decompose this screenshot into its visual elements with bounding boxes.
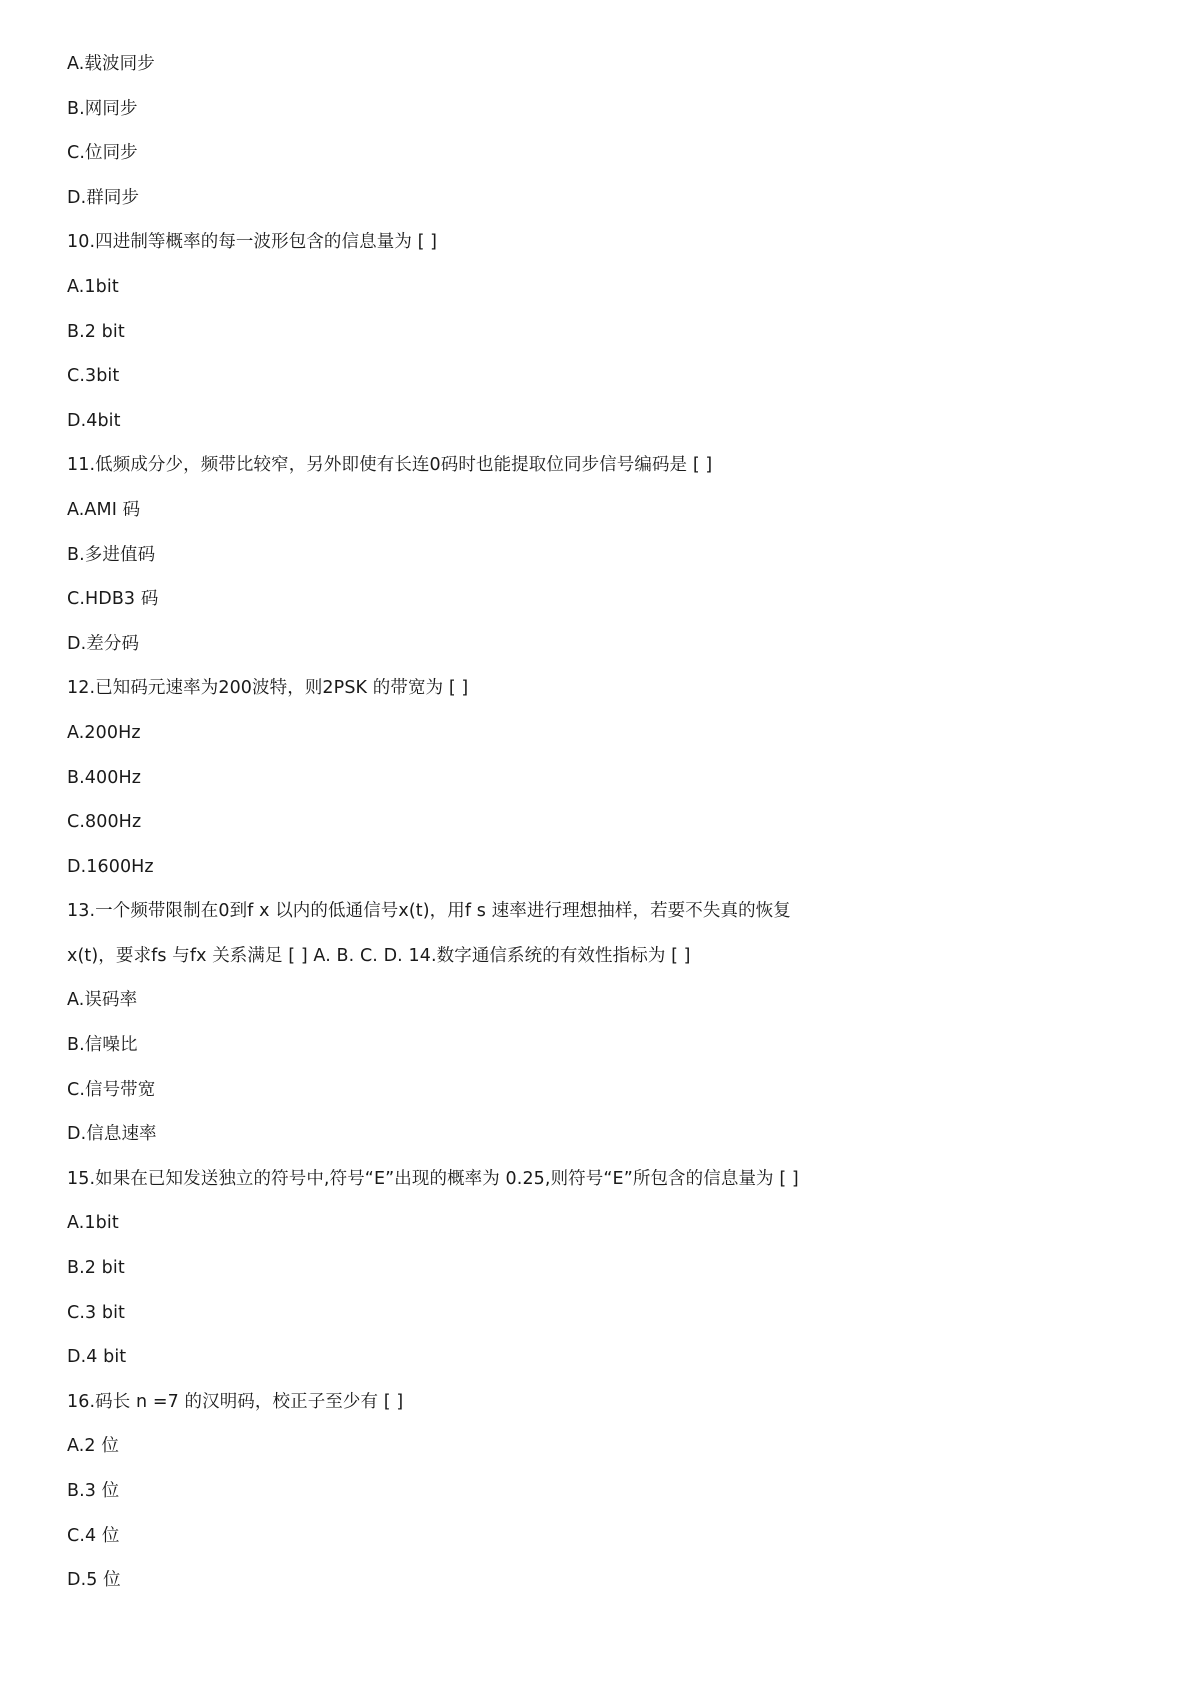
question-10-option-c: C.3bit	[67, 366, 120, 387]
question-16: 16.码长 n =7 的汉明码，校正子至少有 [ ]	[67, 1391, 404, 1412]
question-12-option-c: C.800Hz	[67, 812, 142, 833]
question-13-line-2-and-question-14: x(t)，要求fs 与fx 关系满足 [ ] A. B. C. D. 14.数字通信系统的有效性指标为 [ ]	[67, 945, 691, 966]
question-11: 11.低频成分少，频带比较窄，另外即使有长连0码时也能提取位同步信号编码是 [ ]	[67, 455, 713, 476]
option-b-network-sync: B.网同步	[67, 98, 138, 119]
question-15: 15.如果在已知发送独立的符号中,符号“E”出现的概率为 0.25,则符号“E”所包含的信息量为 [ ]	[67, 1168, 799, 1189]
question-15-option-c: C.3 bit	[67, 1302, 126, 1323]
question-12-option-d: D.1600Hz	[67, 856, 154, 877]
option-a-carrier-sync: A.载波同步	[67, 54, 155, 74]
question-10-option-d: D.4bit	[67, 410, 121, 431]
question-13-line-1: 13.一个频带限制在0到f x 以内的低通信号x(t)，用f s 速率进行理想抽样，若要不失真的恢复	[67, 901, 791, 922]
question-11-option-c: C.HDB3 码	[67, 589, 159, 610]
question-14-option-c: C.信号带宽	[67, 1079, 156, 1100]
question-14-option-b: B.信噪比	[67, 1035, 138, 1056]
question-11-option-d: D.差分码	[67, 633, 140, 654]
question-12-option-b: B.400Hz	[67, 767, 142, 788]
question-15-option-b: B.2 bit	[67, 1258, 125, 1279]
question-15-option-d: D.4 bit	[67, 1347, 127, 1368]
question-12: 12.已知码元速率为200波特，则2PSK 的带宽为 [ ]	[67, 678, 469, 699]
question-10: 10.四进制等概率的每一波形包含的信息量为 [ ]	[67, 232, 438, 253]
option-c-bit-sync: C.位同步	[67, 143, 138, 164]
question-11-option-b: B.多进值码	[67, 544, 156, 565]
question-11-option-a: A.AMI 码	[67, 499, 141, 520]
question-10-option-a: A.1bit	[67, 276, 119, 297]
question-10-option-b: B.2 bit	[67, 321, 125, 342]
question-16-option-c: C.4 位	[67, 1525, 120, 1546]
question-14-option-d: D.信息速率	[67, 1124, 157, 1145]
question-12-option-a: A.200Hz	[67, 722, 141, 743]
question-15-option-a: A.1bit	[67, 1213, 119, 1234]
question-16-option-b: B.3 位	[67, 1481, 120, 1501]
document-page	[67, 52, 1127, 1613]
question-16-option-a: A.2 位	[67, 1436, 119, 1457]
question-16-option-d: D.5 位	[67, 1570, 121, 1591]
option-d-group-sync: D.群同步	[67, 187, 140, 208]
question-14-option-a: A.误码率	[67, 990, 138, 1011]
